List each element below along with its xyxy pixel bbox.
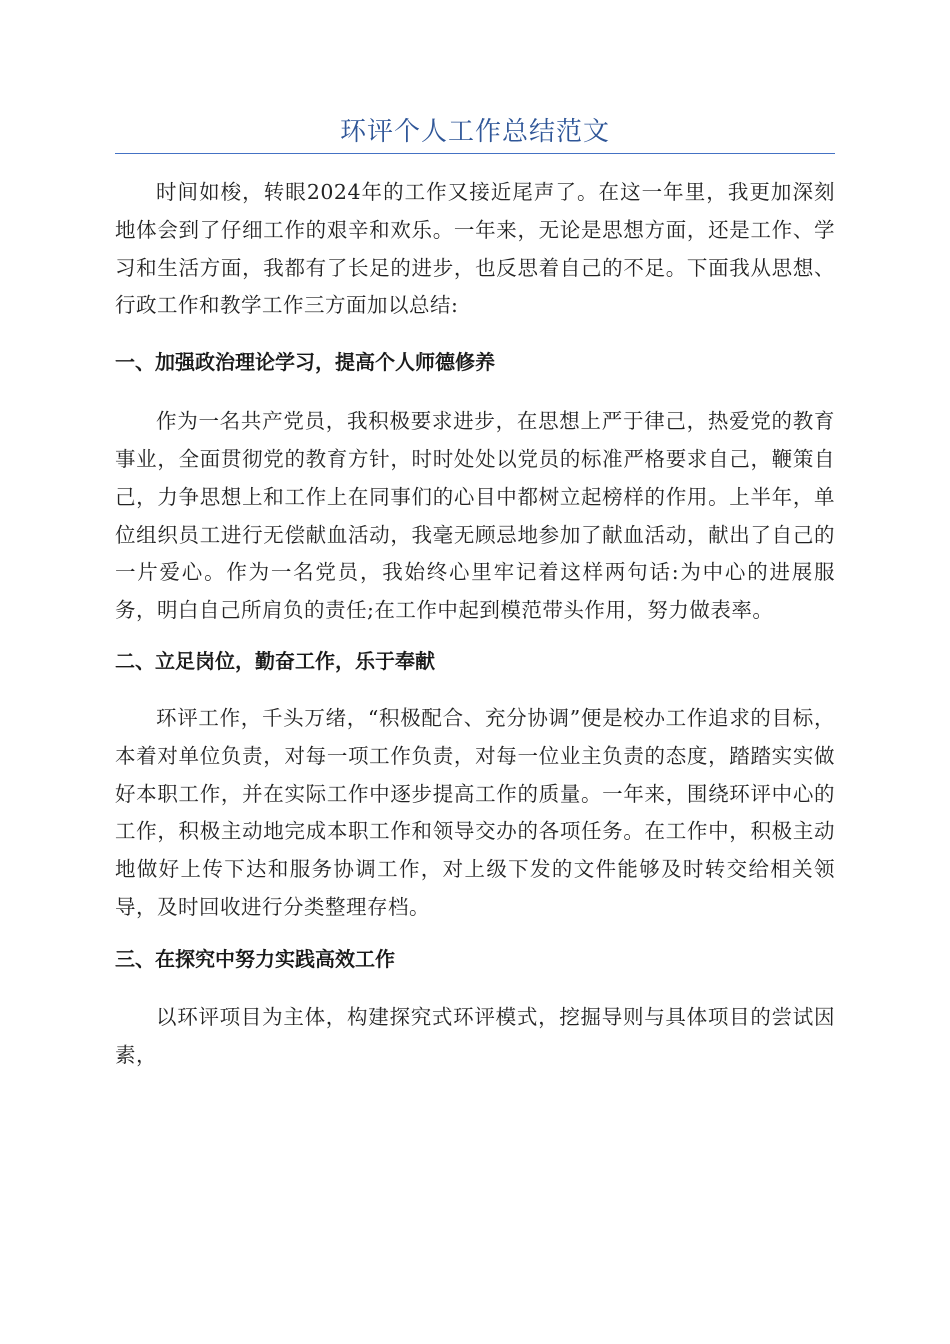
- intro-paragraph: 时间如梭，转眼2024年的工作又接近尾声了。在这一年里，我更加深刻地体会到了仔细工作的艰辛和欢乐。一年来，无论是思想方面，还是工作、学习和生活方面，我都有了长足的进步，也反思着自己的不足。下面我从思想、行政工作和教学工作三方面加以总结:: [115, 180, 835, 318]
- section-heading-1: 一、加强政治理论学习，提高个人师德修养: [115, 350, 495, 375]
- section-heading-3: 三、在探究中努力实践高效工作: [115, 946, 395, 971]
- section-body-1: 作为一名共产党员，我积极要求进步，在思想上严于律己，热爱党的教育事业，全面贯彻党的教育方针，时时处处以党员的标准严格要求自己，鞭策自己，力争思想上和工作上在同事们的心目中都树立起榜样的作用。上半年，单位组织员工进行无偿献血活动，我毫无顾忌地参加了献血活动，献出了自己的一片爱心。作为一名党员，我始终心里牢记着这样两句话:为中心的进展服务，明白自己所肩负的责任;在工作中起到模范带头作用，努力做表率。: [115, 409, 835, 623]
- section-body-3: 以环评项目为主体，构建探究式环评模式，挖掘导则与具体项目的尝试因素，: [115, 1004, 835, 1067]
- section-body-2: 环评工作，千头万绪，“积极配合、充分协调”便是校办工作追求的目标，本着对单位负责，对每一项工作负责，对每一位业主负责的态度，踏踏实实做好本职工作，并在实际工作中逐步提高工作的质量。一年来，围绕环评中心的工作，积极主动地完成本职工作和领导交办的各项任务。在工作中，积极主动地做好上传下达和服务协调工作，对上级下发的文件能够及时转交给相关领导，及时回收进行分类整理存档。: [115, 705, 835, 919]
- section-heading-2: 二、立足岗位，勤奋工作，乐于奉献: [115, 648, 435, 673]
- document-title: 环评个人工作总结范文: [339, 117, 610, 147]
- document-page: [115, 0, 835, 1074]
- title-underline: [115, 153, 835, 154]
